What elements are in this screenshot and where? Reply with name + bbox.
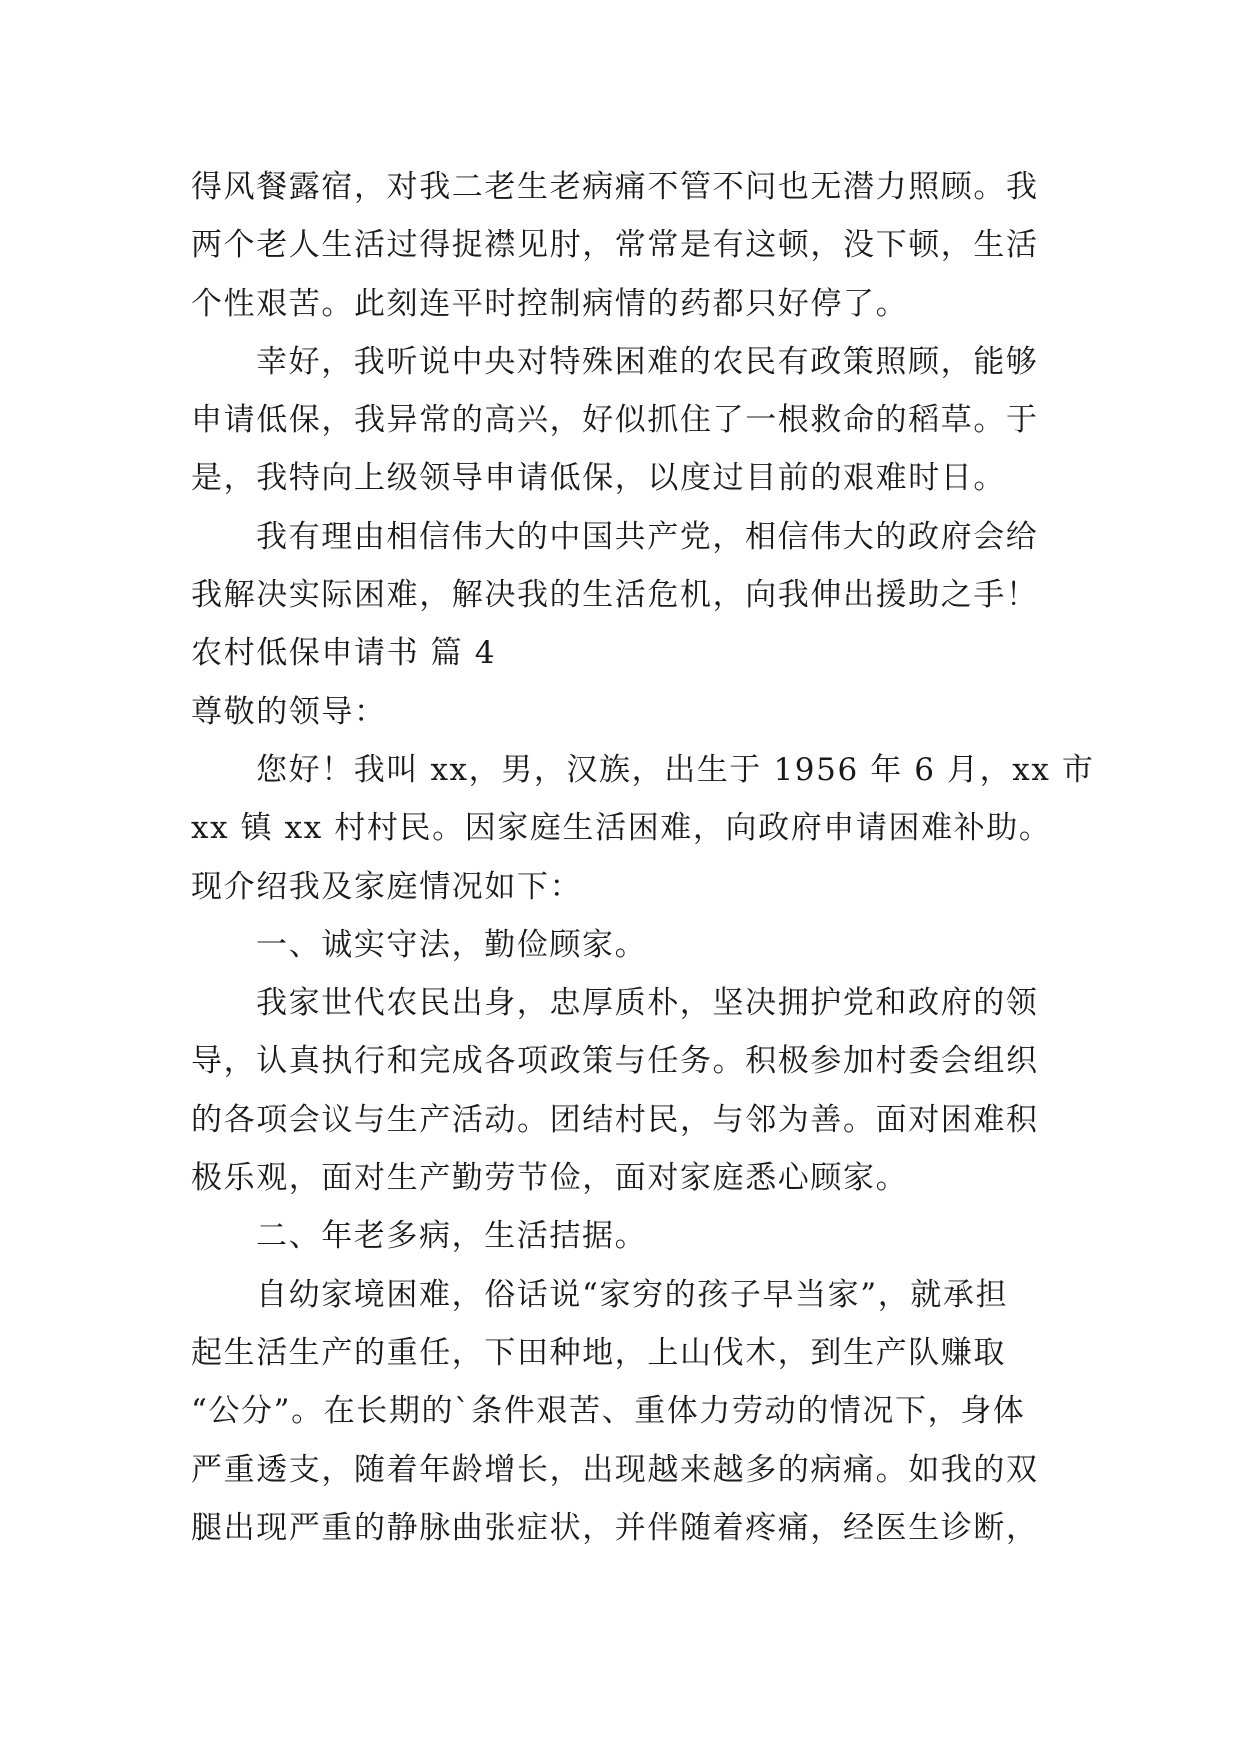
paragraph-start-line: 我家世代农民出身，忠厚质朴，坚决拥护党和政府的领 <box>256 985 1039 1022</box>
text-line: 的各项会议与生产活动。团结村民，与邻为善。面对困难积 <box>191 1101 1039 1138</box>
text-line: 是，我特向上级领导申请低保，以度过目前的艰难时日。 <box>191 460 1006 497</box>
text-line: 现介绍我及家庭情况如下： <box>191 868 583 905</box>
paragraph-start-line: 幸好，我听说中央对特殊困难的农民有政策照顾，能够 <box>256 343 1039 380</box>
document-body <box>191 158 1095 1557</box>
paragraph-start-line: 自幼家境困难，俗话说“家穷的孩子早当家”，就承担 <box>256 1276 1009 1313</box>
text-line: 起生活生产的重任，下田种地，上山伐木，到生产队赚取 <box>191 1334 1006 1371</box>
text-line: 导，认真执行和完成各项政策与任务。积极参加村委会组织 <box>191 1043 1039 1080</box>
text-line: 个性艰苦。此刻连平时控制病情的药都只好停了。 <box>191 285 909 322</box>
text-line: 严重透支，随着年龄增长，出现越来越多的病痛。如我的双 <box>191 1451 1039 1488</box>
text-line: 两个老人生活过得捉襟见肘，常常是有这顿，没下顿，生活 <box>191 227 1039 264</box>
subheading-line: 一、诚实守法，勤俭顾家。 <box>256 926 648 963</box>
paragraph-start-line: 我有理由相信伟大的中国共产党，相信伟大的政府会给 <box>256 518 1039 555</box>
paragraph-start-line: 您好！我叫 xx，男，汉族，出生于 1956 年 6 月，xx 市 <box>256 751 1095 788</box>
text-line: xx 镇 xx 村村民。因家庭生活困难，向政府申请困难补助。 <box>191 810 1052 847</box>
text-line: 申请低保，我异常的高兴，好似抓住了一根救命的稻草。于 <box>191 402 1039 439</box>
text-line: 极乐观，面对生产勤劳节俭，面对家庭悉心顾家。 <box>191 1160 909 1197</box>
text-line: 我解决实际困难，解决我的生活危机，向我伸出援助之手！ <box>191 577 1039 614</box>
text-line: 腿出现严重的静脉曲张症状，并伴随着疼痛，经医生诊断， <box>191 1509 1039 1546</box>
subheading-line: 二、年老多病，生活拮据。 <box>256 1218 648 1255</box>
text-line: “公分”。在长期的`条件艰苦、重体力劳动的情况下，身体 <box>191 1393 1026 1430</box>
text-line: 得风餐露宿，对我二老生老病痛不管不问也无潜力照顾。我 <box>191 169 1039 205</box>
section-heading: 农村低保申请书 篇 4 <box>191 635 497 672</box>
salutation: 尊敬的领导： <box>191 693 387 730</box>
